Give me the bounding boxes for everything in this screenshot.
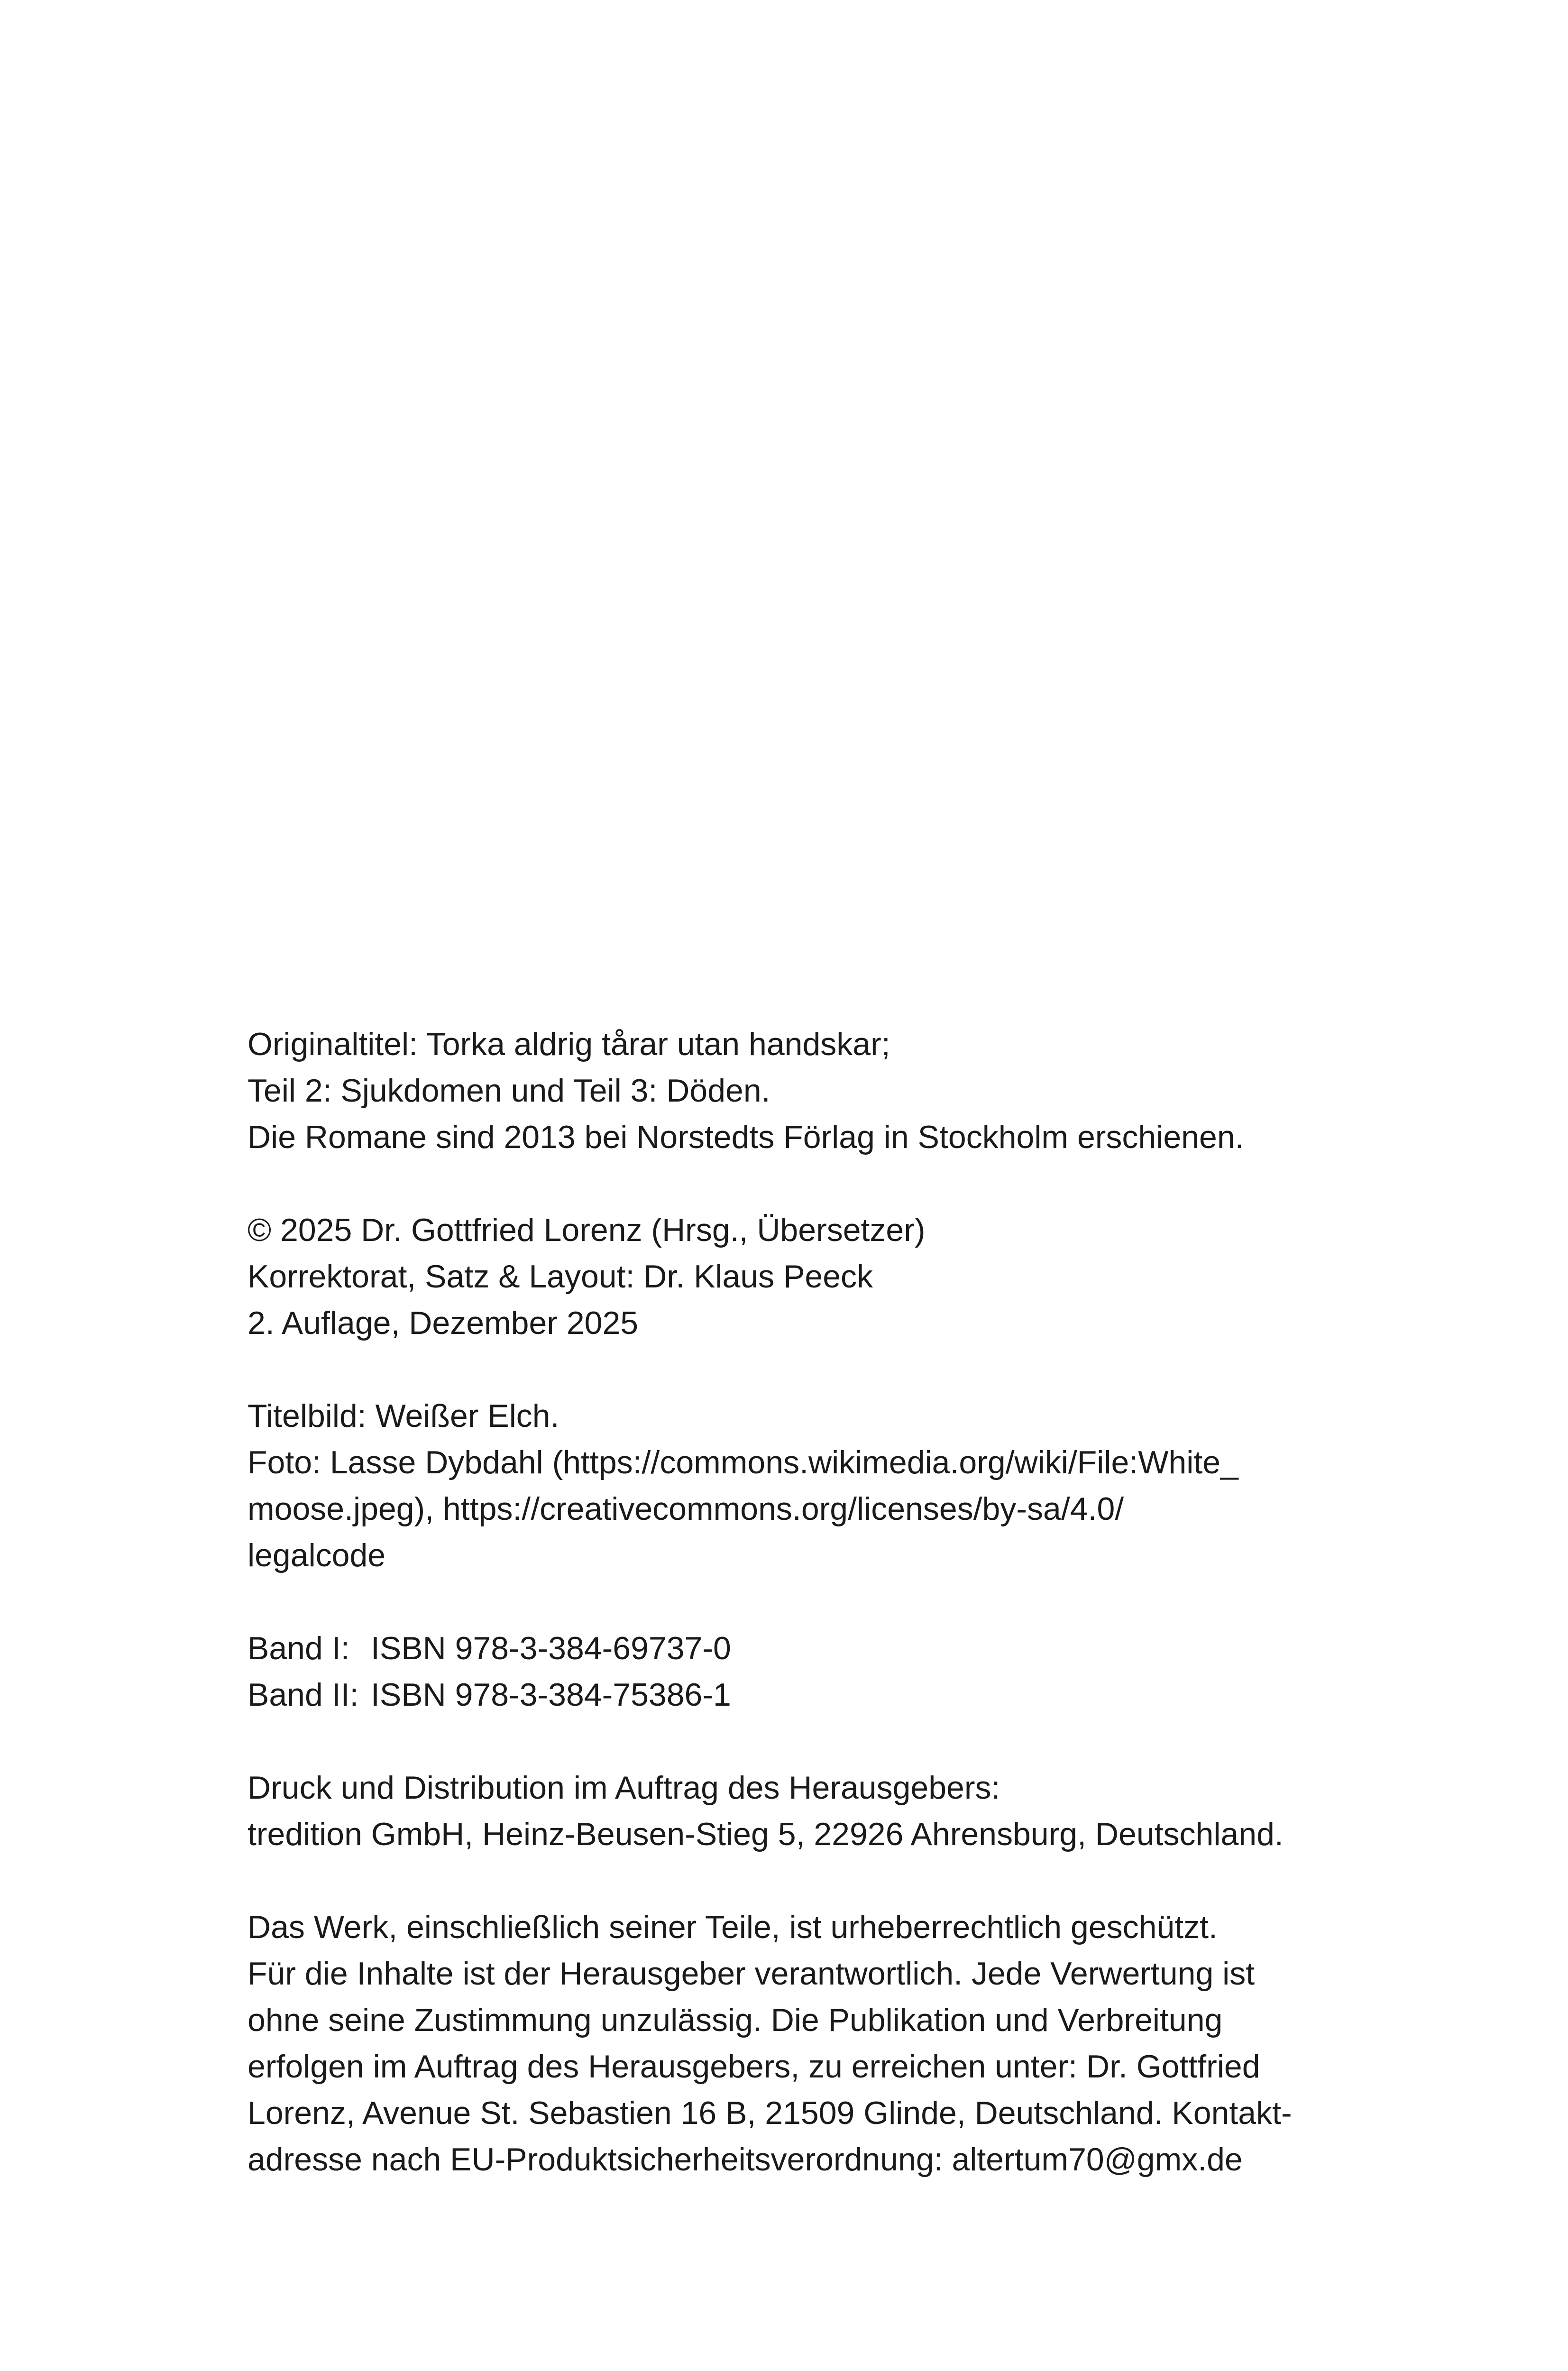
isbn-number: ISBN 978-3-384-75386-1 [371, 1677, 731, 1713]
notice-line: Das Werk, einschließlich seiner Teile, ist urheberrechtlich geschützt. [248, 1909, 1218, 1945]
notice-line: Für die Inhalte ist der Herausgeber verantwortlich. Jede Verwertung ist [248, 1956, 1255, 1992]
notice-line: adresse nach EU-Produktsicherheitsverordnung: altertum70@gmx.de [248, 2141, 1243, 2178]
copyright-line: © 2025 Dr. Gottfried Lorenz (Hrsg., Übersetzer) [248, 1212, 926, 1248]
isbn-row-band-2 [248, 1672, 1338, 1718]
cover-image-block [248, 1393, 1338, 1579]
credits-block [248, 1207, 1338, 1346]
distribution-line: Druck und Distribution im Auftrag des Herausgebers: [248, 1770, 1000, 1806]
imprint-text [248, 1021, 1338, 2183]
distributor-address-line: tredition GmbH, Heinz-Beusen-Stieg 5, 22926 Ahrensburg, Deutschland. [248, 1816, 1284, 1852]
original-title-block [248, 1021, 1338, 1160]
original-parts-line: Teil 2: Sjukdomen und Teil 3: Döden. [248, 1073, 770, 1109]
band-label: Band II: [248, 1677, 359, 1713]
notice-line: erfolgen im Auftrag des Herausgebers, zu erreichen unter: Dr. Gottfried [248, 2049, 1260, 2085]
notice-line: ohne seine Zustimmung unzulässig. Die Publikation und Verbreitung [248, 2002, 1223, 2038]
isbn-block [248, 1625, 1338, 1718]
license-line: legalcode [248, 1537, 386, 1573]
edition-line: 2. Auflage, Dezember 2025 [248, 1305, 639, 1341]
layout-credit-line: Korrektorat, Satz & Layout: Dr. Klaus Peeck [248, 1259, 873, 1295]
original-title-line: Originaltitel: Torka aldrig tårar utan handskar; [248, 1026, 890, 1062]
band-label: Band I: [248, 1630, 350, 1666]
photo-credit-line: Foto: Lasse Dybdahl (https://commons.wikimedia.org/wiki/File:White_ [248, 1444, 1238, 1480]
isbn-number: ISBN 978-3-384-69737-0 [371, 1630, 731, 1666]
distribution-block [248, 1764, 1338, 1857]
notice-line: Lorenz, Avenue St. Sebastien 16 B, 21509 Glinde, Deutschland. Kontakt- [248, 2095, 1292, 2131]
photo-url-line: moose.jpeg), https://creativecommons.org/licenses/by-sa/4.0/ [248, 1491, 1124, 1527]
original-publication-line: Die Romane sind 2013 bei Norstedts Förlag in Stockholm erschienen. [248, 1119, 1244, 1155]
cover-title-line: Titelbild: Weißer Elch. [248, 1398, 559, 1434]
isbn-row-band-1 [248, 1625, 1338, 1672]
copyright-notice-block [248, 1904, 1338, 2183]
